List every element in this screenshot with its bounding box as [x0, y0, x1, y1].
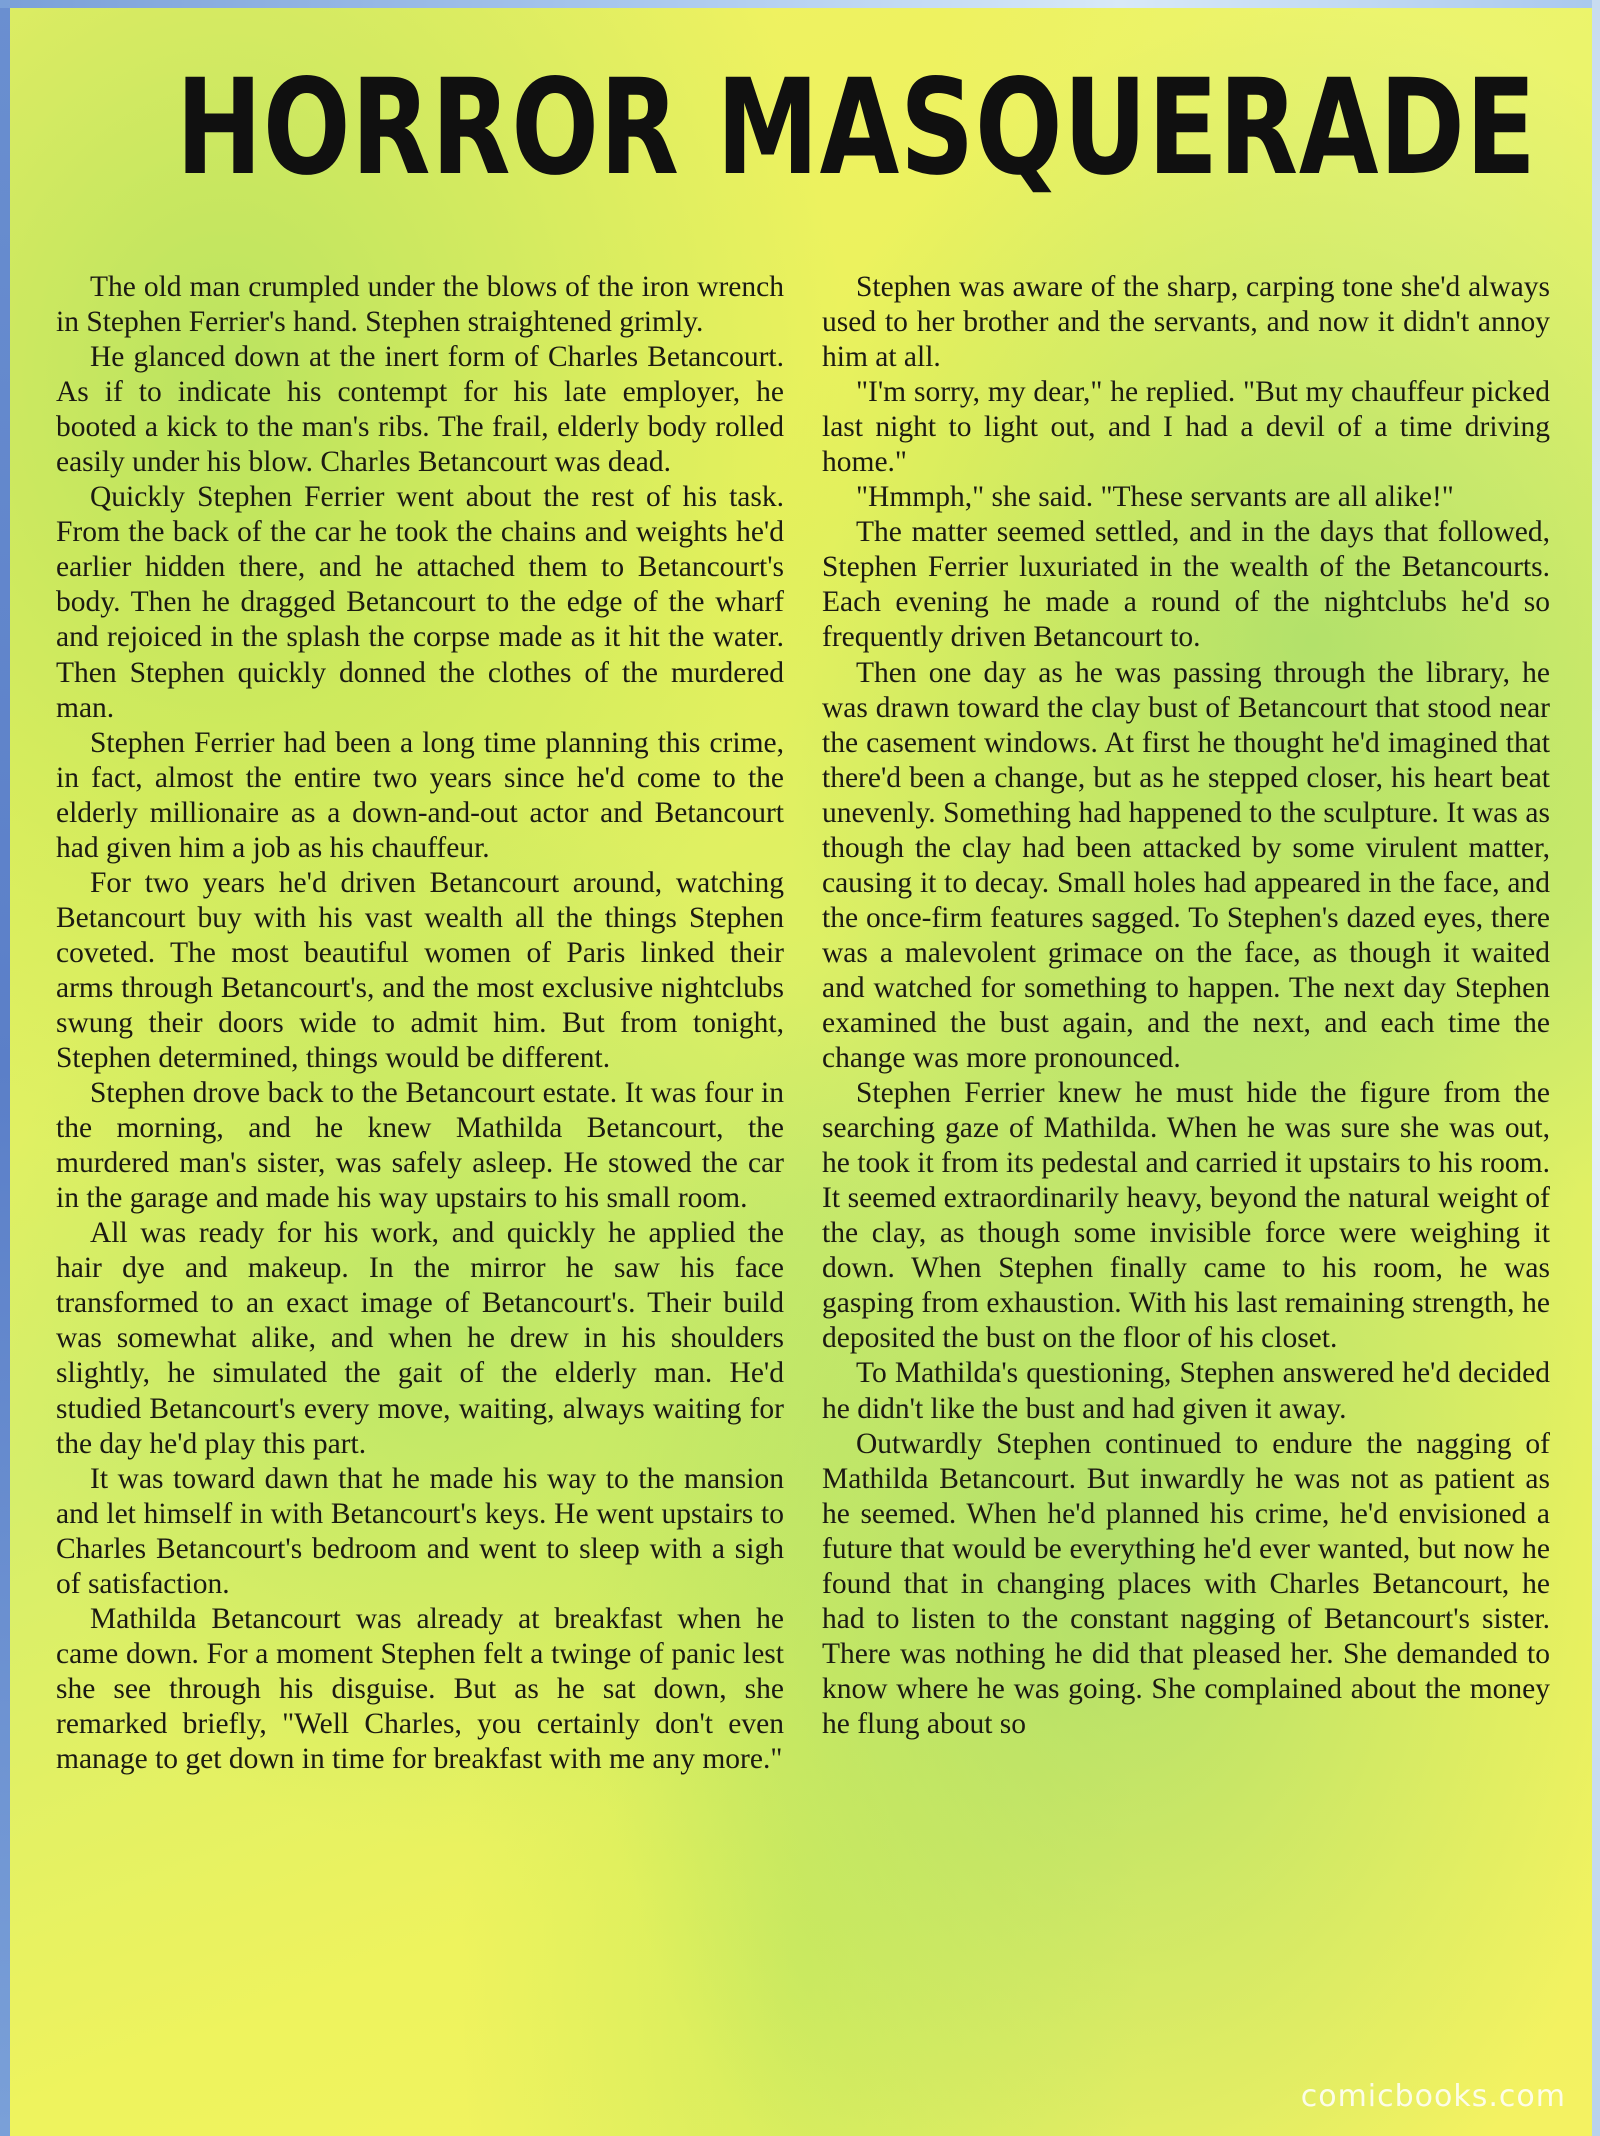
text-columns [56, 270, 1550, 1777]
paragraph: It was toward dawn that he made his way to the mansion and let himself in with Betancourt's keys. He went upstairs to Charles Betancourt's bedroom and went to sleep with a sigh of satisfaction. [56, 1462, 784, 1600]
paragraph: Outwardly Stephen continued to endure the nagging of Mathilda Betancourt. But inwardly he was not as patient as he seemed. When he'd planned his crime, he'd envisioned a future that would be everything he'd ever wanted, but now he found that in changing places with Charles Betancourt, he had to listen to the constant nagging of Betancourt's sister. There was nothing he did that pleased her. She demanded to know where he was going. She complained about the money he flung about so [822, 1427, 1550, 1740]
paragraph: All was ready for his work, and quickly he applied the hair dye and makeup. In the mirror he saw his face transformed to an exact image of Betancourt's. Their build was somewhat alike, and when he drew in his shoulders slightly, he simulated the gait of the elderly man. He'd studied Betancourt's every move, waiting, always waiting for the day he'd play this part. [56, 1217, 784, 1460]
page-edge-left [0, 0, 10, 2136]
paragraph: Stephen Ferrier had been a long time planning this crime, in fact, almost the entire two years since he'd come to the elderly millionaire as a down-and-out actor and Betancourt had given him a job as his chauffeur. [56, 726, 784, 864]
paragraph: The matter seemed settled, and in the days that followed, Stephen Ferrier luxuriated in the wealth of the Betancourts. Each evening he made a round of the nightclubs he'd so frequently driven Betancourt to. [822, 516, 1550, 654]
paragraph: "Hmmph," she said. "These servants are all alike!" [856, 481, 1454, 514]
story-title: HORROR MASQUERADE [176, 51, 1537, 205]
page-edge-right [1592, 0, 1600, 2136]
paragraph: Quickly Stephen Ferrier went about the rest of his task. From the back of the car he took the chains and weights he'd earlier hidden there, and he attached them to Betancourt's body. Then he dragged Betancourt to the edge of the wharf and rejoiced in the splash the corpse made as it hit the water. Then Stephen quickly donned the clothes of the murdered man. [56, 481, 784, 724]
paragraph: Stephen was aware of the sharp, carping tone she'd always used to her brother and the servants, and now it didn't annoy him at all. [822, 271, 1550, 374]
paragraph: Then one day as he was passing through the library, he was drawn toward the clay bust of Betancourt that stood near the casement windows. At first he thought he'd imagined that there'd been a change, but as he stepped closer, his heart beat unevenly. Something had happened to the sculpture. It was as though the clay had been attacked by some virulent matter, causing it to decay. Small holes had appeared in the face, and the once-firm features sagged. To Stephen's dazed eyes, there was a malevolent grimace on the face, as though it waited and watched for something to happen. The next day Stephen examined the bust again, and the next, and each time the change was more pronounced. [822, 656, 1550, 1075]
paragraph: Mathilda Betancourt was already at breakfast when he came down. For a moment Stephen felt a twinge of panic lest she see through his disguise. But as he sat down, she remarked briefly, "Well Charles, you certainly don't even manage to get down in time for breakfast with me any more." [56, 1602, 784, 1775]
paragraph: For two years he'd driven Betancourt around, watching Betancourt buy with his vast wealth all the things Stephen coveted. The most beautiful women of Paris linked their arms through Betancourt's, and the most exclusive nightclubs swung their doors wide to admit him. But from tonight, Stephen determined, things would be different. [56, 866, 784, 1075]
site-watermark: comicbooks.com [1300, 2079, 1566, 2114]
right-column [822, 270, 1550, 1777]
page-edge-top [0, 0, 1600, 8]
paragraph: "I'm sorry, my dear," he replied. "But my chauffeur picked last night to light out, and I had a devil of a time driving home." [822, 376, 1550, 479]
paragraph: He glanced down at the inert form of Charles Betancourt. As if to indicate his contempt for his late employer, he booted a kick to the man's ribs. The frail, elderly body rolled easily under his blow. Charles Betancourt was dead. [56, 341, 784, 479]
paragraph: Stephen Ferrier knew he must hide the figure from the searching gaze of Mathilda. When he was sure she was out, he took it from its pedestal and carried it upstairs to his room. It seemed extraordinarily heavy, beyond the natural weight of the clay, as though some invisible force were weighing it down. When Stephen finally came to his room, he was gasping from exhaustion. With his last remaining strength, he deposited the bust on the floor of his closet. [822, 1077, 1550, 1355]
left-column [56, 270, 784, 1777]
paragraph: Stephen drove back to the Betancourt estate. It was four in the morning, and he knew Mathilda Betancourt, the murdered man's sister, was safely asleep. He stowed the car in the garage and made his way upstairs to his small room. [56, 1077, 784, 1215]
paragraph: The old man crumpled under the blows of the iron wrench in Stephen Ferrier's hand. Stephen straightened grimly. [56, 271, 784, 339]
paragraph: To Mathilda's questioning, Stephen answered he'd decided he didn't like the bust and had given it away. [822, 1357, 1550, 1425]
